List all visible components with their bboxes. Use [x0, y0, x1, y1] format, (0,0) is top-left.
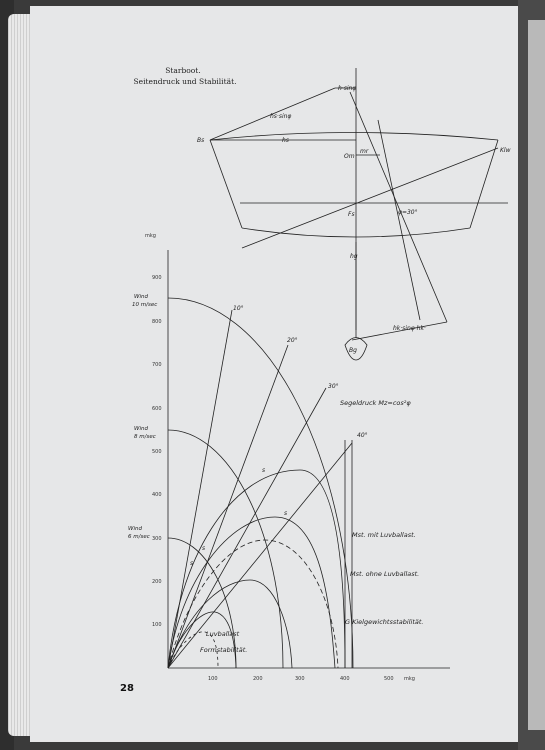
polar-diagram [168, 250, 450, 668]
label-hs-sinp: hs·sinφ [270, 113, 292, 120]
angle-20: 20° [287, 337, 298, 344]
y-tick-500: 500 [152, 449, 162, 455]
wind-10-label: Wind [134, 294, 148, 300]
x-tick-400: 400 [340, 676, 350, 682]
label-without-ballast: Mst. ohne Luvballast. [350, 570, 420, 578]
label-sail-pressure: Segeldruck Mz=cos²φ [340, 399, 411, 407]
page-title: Starboot. [165, 66, 201, 75]
wind-10-speed: 10 m/sec [132, 302, 158, 308]
y-tick-900: 900 [152, 275, 162, 281]
x-tick-500: 500 [384, 676, 394, 682]
curve-with-ballast [168, 470, 345, 668]
label-Bs: Bs [197, 137, 205, 144]
label-mr: mr [360, 148, 369, 155]
point-s-3: s [202, 545, 206, 552]
label-keel-stability: G Kielgewichtsstabilität. [345, 618, 424, 626]
page-number: 28 [120, 683, 134, 694]
page-subtitle: Seitendruck und Stabilität. [133, 77, 237, 86]
curve-without-ballast-dashed [168, 540, 338, 668]
label-Om: Om [344, 153, 355, 160]
angle-40: 40° [357, 432, 368, 439]
curve-keel [168, 580, 292, 668]
label-luvballast: Luvballast [206, 630, 240, 638]
deck-line [210, 133, 498, 141]
curve-labels [200, 399, 423, 654]
sail-pressure-arc-10 [168, 298, 353, 668]
ray-30 [168, 388, 326, 668]
wind-8-label: Wind [134, 426, 148, 432]
y-tick-400: 400 [152, 492, 162, 498]
y-tick-300: 300 [152, 536, 162, 542]
ray-10 [168, 310, 232, 668]
label-Klw: Klw [500, 147, 511, 154]
wind-8-speed: 8 m/sec [134, 434, 156, 440]
label-hg: hg [350, 253, 358, 260]
label-form-stability: Formstabilität. [200, 646, 248, 654]
x-tick-300: 300 [295, 676, 305, 682]
wind-6-speed: 6 m/sec [128, 534, 150, 540]
heeled-side-line [378, 120, 420, 320]
hull-drawing [210, 68, 508, 360]
y-tick-600: 600 [152, 406, 162, 412]
x-tick-100: 100 [208, 676, 218, 682]
y-tick-800: 800 [152, 319, 162, 325]
wind-6-label: Wind [128, 526, 142, 532]
y-tick-100: 100 [152, 622, 162, 628]
label-with-ballast: Mst. mit Luvballast. [352, 531, 416, 539]
y-tick-200: 200 [152, 579, 162, 585]
hull-port-side [210, 140, 242, 228]
angle-labels [233, 305, 368, 439]
angle-30: 30° [328, 383, 339, 390]
point-s-4: s [190, 560, 194, 567]
point-s-2: s [284, 510, 288, 517]
heeled-centerline [350, 92, 447, 322]
x-axis-labels [208, 676, 415, 682]
curve-without-ballast-solid [168, 517, 335, 668]
label-hk-sin: hk·sinφ·hk· [393, 325, 426, 332]
angle-10: 10° [233, 305, 244, 312]
point-s-1: s [262, 467, 266, 474]
x-axis-unit: mkg [404, 676, 415, 682]
label-hsinp: h·sinφ [338, 85, 357, 92]
label-Bg: Bg [349, 347, 357, 354]
label-angle: φ=30° [398, 209, 418, 216]
y-axis-unit: mkg [145, 233, 156, 239]
label-hs: hs [282, 137, 289, 144]
y-tick-700: 700 [152, 362, 162, 368]
label-Fs: Fs [348, 211, 355, 218]
hull-labels [197, 85, 511, 354]
heeled-waterline [242, 148, 498, 248]
x-tick-200: 200 [253, 676, 263, 682]
wind-labels [128, 294, 157, 540]
